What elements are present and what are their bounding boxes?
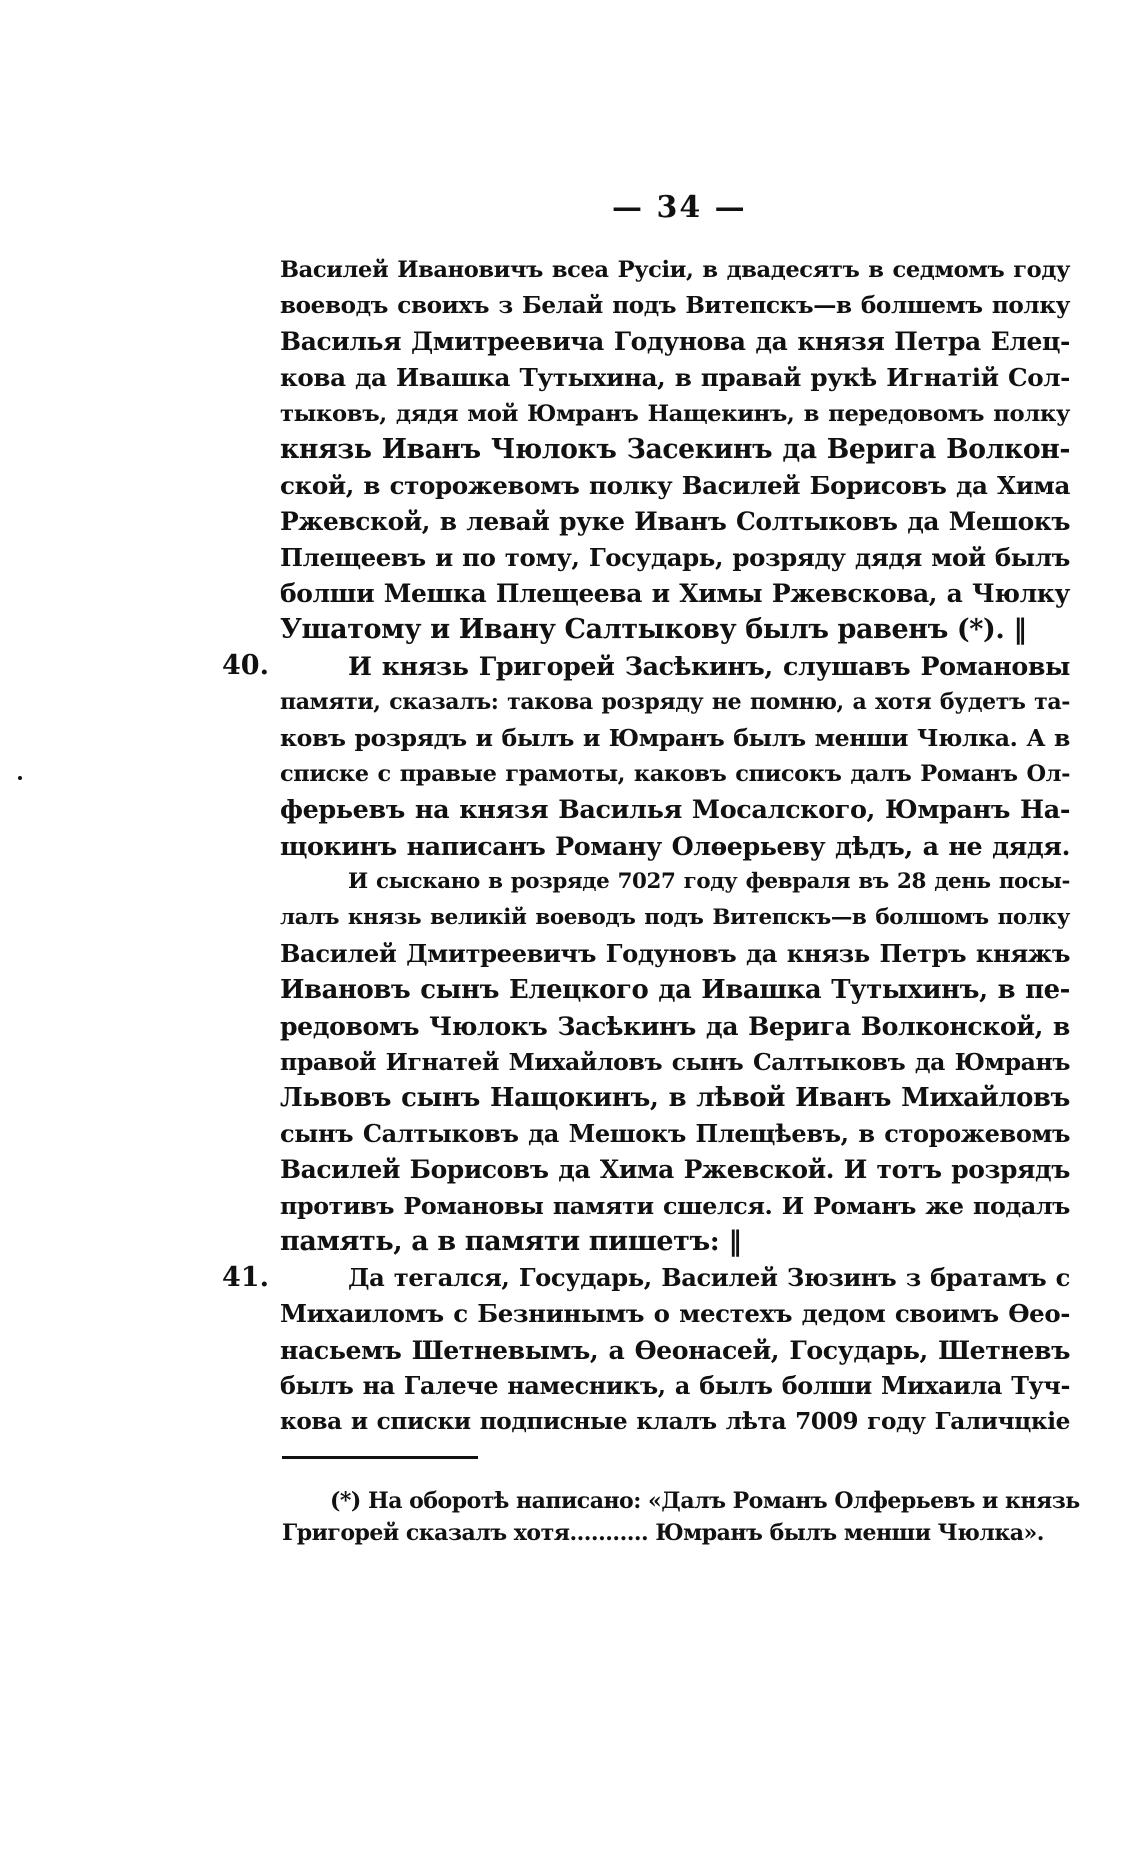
text-line: ковъ розрядъ и былъ и Юмранъ былъ менши Чюлка. А в xyxy=(280,724,1070,752)
text-line: Василей Дмитреевичъ Годуновъ да князь Петръ княжъ xyxy=(280,939,1070,968)
text-line: Василей Борисовъ да Хима Ржевской. И тотъ розрядъ xyxy=(280,1155,1070,1184)
text-line: сынъ Салтыковъ да Мешокъ Плещѣевъ, в сторожевомъ xyxy=(280,1119,1070,1148)
text-line: Ушатому и Ивану Салтыкову былъ равенъ (*). ‖ xyxy=(280,614,1027,645)
text-line: кова и списки подписные клалъ лѣта 7009 году Галичцкіе xyxy=(280,1408,1070,1435)
text-line: противъ Романовы памяти сшелся. И Романъ же подалъ xyxy=(280,1192,1070,1220)
text-line: ской, в сторожевомъ полку Василей Борисовъ да Хима xyxy=(280,471,1070,500)
text-line: болши Мешка Плещеева и Химы Ржевскова, а Чюлку xyxy=(280,579,1070,608)
text-line: Плещеевъ и по тому, Государь, розряду дядя мой былъ xyxy=(280,543,1070,572)
text-line: Ржевской, в левай руке Иванъ Солтыковъ да Мешокъ xyxy=(280,507,1070,536)
footnote-divider xyxy=(282,1456,478,1459)
text-line: князь Иванъ Чюлокъ Засекинъ да Верига Волкон- xyxy=(280,434,1070,465)
footnote-line: Григорей сказалъ хотя........... Юмранъ былъ менши Чюлка». xyxy=(282,1520,1044,1546)
text-line: Михаиломъ с Безнинымъ о местехъ дедом своимъ Ѳео- xyxy=(280,1299,1070,1328)
text-line: редовомъ Чюлокъ Засѣкинъ да Верига Волконской, в xyxy=(280,1011,1070,1041)
text-line: Ивановъ сынъ Елецкого да Ивашка Тутыхинъ, в пе- xyxy=(280,975,1070,1005)
text-line: Василей Ивановичъ всеа Русіи, в двадесятъ в седмомъ году xyxy=(280,257,1070,283)
text-line: Львовъ сынъ Нащокинъ, в лѣвой Иванъ Михайловъ xyxy=(280,1083,1070,1113)
text-line: тыковъ, дядя мой Юмранъ Нащекинъ, в передовомъ полку xyxy=(280,401,1070,427)
text-line: кова да Ивашка Тутыхина, в правай рукѣ Игнатій Сол- xyxy=(280,363,1070,392)
paragraph-number: 40. xyxy=(222,650,269,681)
footnote-line: (*) На оборотѣ написано: «Далъ Романъ Олферьевъ и князь xyxy=(330,1488,1080,1514)
text-line: Василья Дмитреевича Годунова да князя Петра Елец- xyxy=(280,327,1070,356)
paragraph-number: 41. xyxy=(222,1262,269,1293)
text-line: Да тегался, Государь, Василей Зюзинъ з братамъ с xyxy=(348,1263,1070,1292)
text-line: память, а в памяти пишетъ: ‖ xyxy=(280,1226,742,1257)
text-line: И князь Григорей Засѣкинъ, слушавъ Романовы xyxy=(348,651,1070,681)
text-line: щокинъ написанъ Роману Олѳерьеву дѣдъ, а не дядя. xyxy=(280,831,1070,861)
text-line: памяти, сказалъ: такова розряду не помню, а хотя будетъ та- xyxy=(280,689,1070,715)
text-line: правой Игнатей Михайловъ сынъ Салтыковъ да Юмранъ xyxy=(280,1048,1070,1076)
text-line: лалъ князь великій воеводъ подъ Витепскъ—в болшомъ полку xyxy=(280,905,1070,930)
text-line: И сыскано в розряде 7027 году февраля въ 28 день посы- xyxy=(348,869,1070,894)
text-line: списке с правые грамоты, каковъ списокъ далъ Романъ Ол- xyxy=(280,761,1070,787)
margin-mark xyxy=(18,776,22,780)
text-line: воеводъ своихъ з Белай подъ Витепскъ—в болшемъ полку xyxy=(280,292,1070,319)
text-line: ферьевъ на князя Василья Мосалского, Юмранъ На- xyxy=(280,795,1070,825)
text-line: насьемъ Шетневымъ, а Ѳеонасей, Государь, Шетневъ xyxy=(280,1335,1070,1365)
text-line: былъ на Галече намесникъ, а былъ болши Михаила Туч- xyxy=(280,1372,1070,1400)
page-number: — 34 — xyxy=(612,190,747,225)
